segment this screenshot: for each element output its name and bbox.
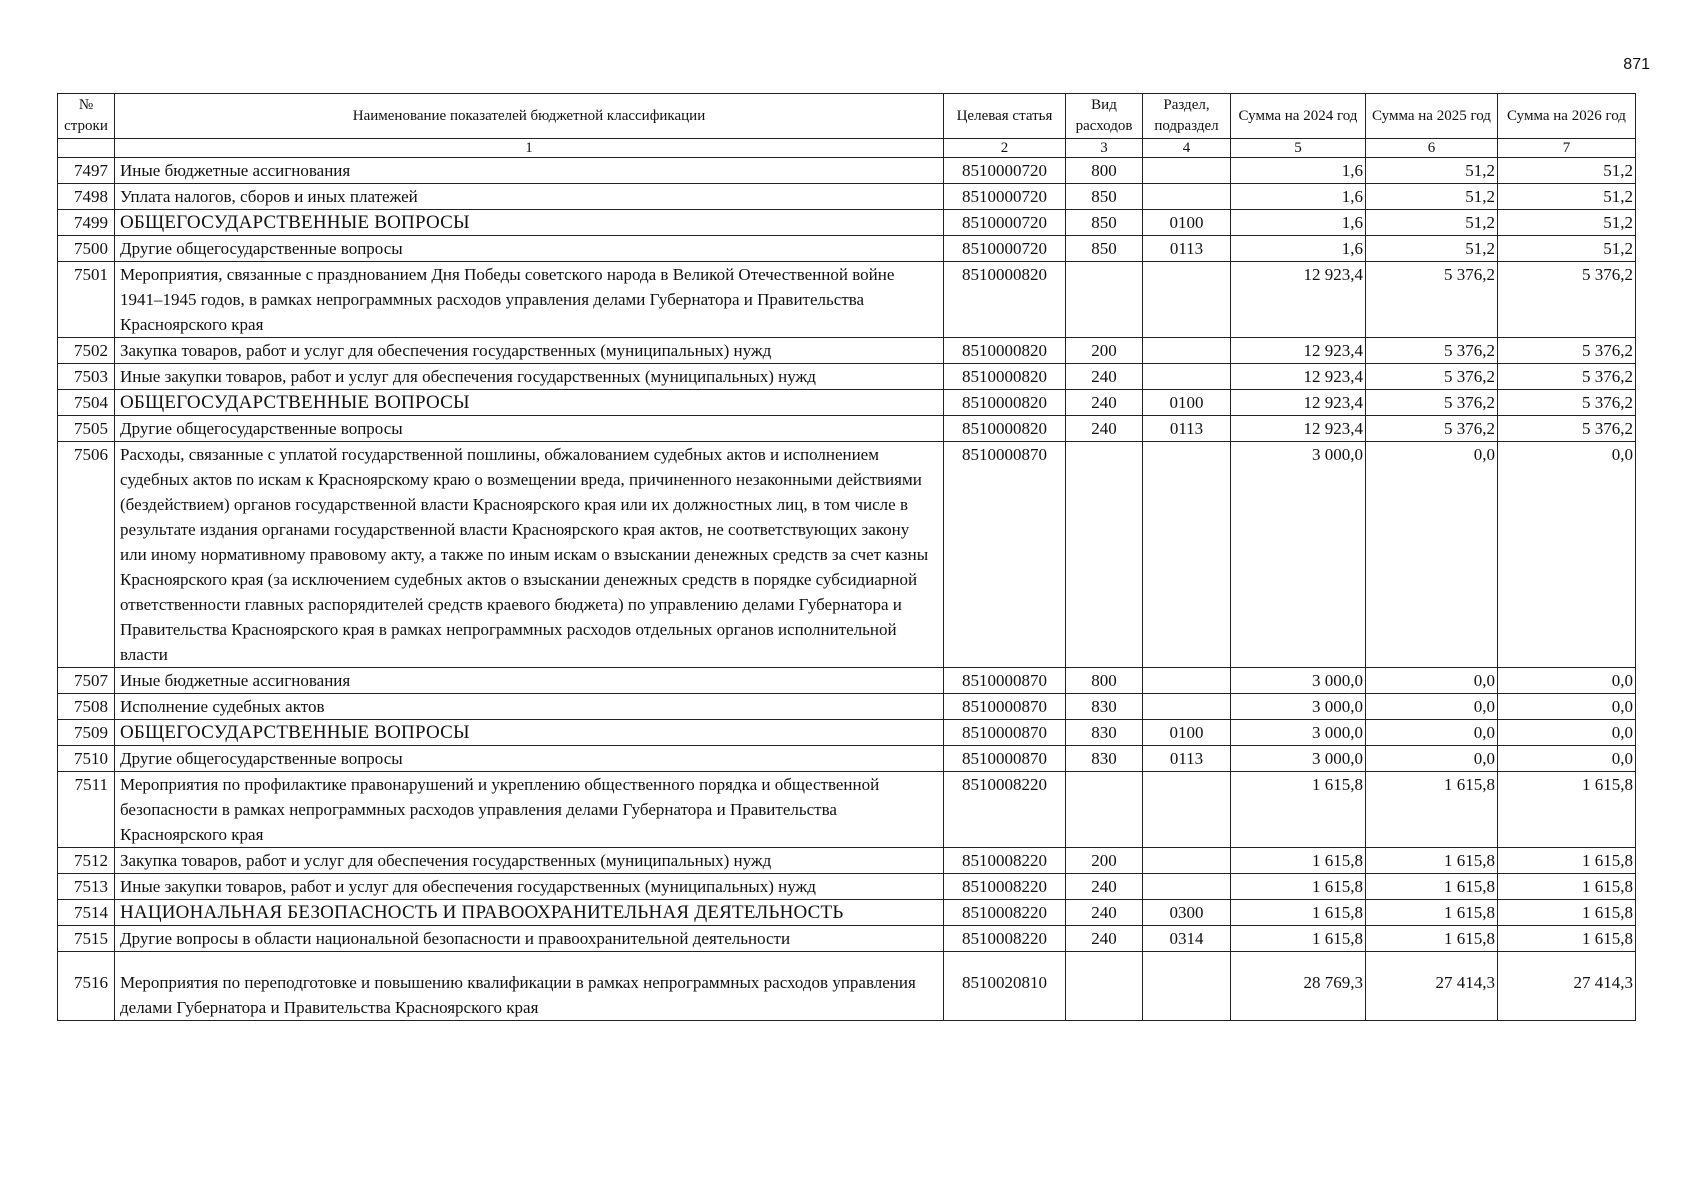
row-target-article: 8510008220	[944, 874, 1066, 900]
row-sum-2026: 5 376,2	[1498, 390, 1636, 416]
row-name: Закупка товаров, работ и услуг для обеспечения государственных (муниципальных) нужд	[115, 848, 944, 874]
row-target-article: 8510000720	[944, 210, 1066, 236]
row-sum-2026: 5 376,2	[1498, 364, 1636, 390]
row-sum-2025: 5 376,2	[1366, 364, 1498, 390]
row-expense-kind: 200	[1066, 848, 1143, 874]
row-sum-2025: 51,2	[1366, 184, 1498, 210]
row-sum-2025: 5 376,2	[1366, 338, 1498, 364]
table-row	[58, 694, 1636, 720]
row-sum-2026: 0,0	[1498, 442, 1636, 668]
row-section	[1143, 442, 1231, 668]
row-sum-2024: 1 615,8	[1231, 848, 1366, 874]
row-expense-kind	[1066, 772, 1143, 848]
row-name: Мероприятия по переподготовке и повышению квалификации в рамках непрограммных расходов управления делами Губернатора и Правительства Красноярского края	[115, 952, 944, 1021]
row-sum-2025: 1 615,8	[1366, 900, 1498, 926]
row-sum-2025: 1 615,8	[1366, 848, 1498, 874]
row-sum-2026: 1 615,8	[1498, 874, 1636, 900]
row-sum-2026: 0,0	[1498, 746, 1636, 772]
table-row	[58, 390, 1636, 416]
table-row	[58, 926, 1636, 952]
table-row	[58, 416, 1636, 442]
row-sum-2025: 0,0	[1366, 442, 1498, 668]
row-sum-2025: 51,2	[1366, 236, 1498, 262]
table-row	[58, 952, 1636, 1021]
table-row	[58, 874, 1636, 900]
row-sum-2026: 0,0	[1498, 694, 1636, 720]
row-expense-kind: 240	[1066, 900, 1143, 926]
row-section	[1143, 338, 1231, 364]
table-row	[58, 900, 1636, 926]
row-sum-2024: 12 923,4	[1231, 262, 1366, 338]
header-name: Наименование показателей бюджетной классификации	[115, 94, 944, 139]
table-header	[58, 94, 1636, 158]
row-section	[1143, 772, 1231, 848]
row-section: 0100	[1143, 390, 1231, 416]
row-number: 7501	[58, 262, 115, 338]
row-sum-2024: 12 923,4	[1231, 390, 1366, 416]
row-sum-2024: 1,6	[1231, 158, 1366, 184]
row-sum-2026: 51,2	[1498, 236, 1636, 262]
table-body	[58, 158, 1636, 1021]
row-expense-kind: 240	[1066, 364, 1143, 390]
row-number: 7503	[58, 364, 115, 390]
table-row	[58, 364, 1636, 390]
row-expense-kind: 830	[1066, 694, 1143, 720]
table-row	[58, 338, 1636, 364]
row-sum-2025: 5 376,2	[1366, 390, 1498, 416]
row-name: ОБЩЕГОСУДАРСТВЕННЫЕ ВОПРОСЫ	[115, 390, 944, 416]
table-row	[58, 262, 1636, 338]
row-sum-2026: 51,2	[1498, 158, 1636, 184]
page-number: 871	[1623, 56, 1650, 73]
header-section: Раздел, подраздел	[1143, 94, 1231, 139]
row-section	[1143, 952, 1231, 1021]
row-sum-2026: 5 376,2	[1498, 262, 1636, 338]
row-sum-2025: 1 615,8	[1366, 926, 1498, 952]
row-expense-kind: 240	[1066, 416, 1143, 442]
row-target-article: 8510000870	[944, 720, 1066, 746]
row-target-article: 8510008220	[944, 848, 1066, 874]
row-name: Другие общегосударственные вопросы	[115, 416, 944, 442]
row-section: 0100	[1143, 720, 1231, 746]
header-sum-2026: Сумма на 2026 год	[1498, 94, 1636, 139]
row-section	[1143, 668, 1231, 694]
row-name: Другие общегосударственные вопросы	[115, 236, 944, 262]
row-target-article: 8510020810	[944, 952, 1066, 1021]
row-number: 7505	[58, 416, 115, 442]
column-number: 2	[944, 139, 1066, 158]
row-section	[1143, 184, 1231, 210]
row-expense-kind: 240	[1066, 926, 1143, 952]
row-sum-2024: 1 615,8	[1231, 926, 1366, 952]
row-number: 7513	[58, 874, 115, 900]
row-sum-2024: 3 000,0	[1231, 668, 1366, 694]
row-name: НАЦИОНАЛЬНАЯ БЕЗОПАСНОСТЬ И ПРАВООХРАНИТЕЛЬНАЯ ДЕЯТЕЛЬНОСТЬ	[115, 900, 944, 926]
table-row	[58, 442, 1636, 668]
row-section: 0113	[1143, 746, 1231, 772]
row-number: 7507	[58, 668, 115, 694]
row-expense-kind: 200	[1066, 338, 1143, 364]
row-name: Иные бюджетные ассигнования	[115, 668, 944, 694]
row-target-article: 8510000870	[944, 694, 1066, 720]
row-name: Иные бюджетные ассигнования	[115, 158, 944, 184]
header-expense-kind: Вид расходов	[1066, 94, 1143, 139]
row-name: Расходы, связанные с уплатой государственной пошлины, обжалованием судебных актов и исполнением судебных актов по искам к Красноярскому краю о возмещении вреда, причиненного незаконными действиями (бездействием) органов государственной власти Красноярского края или их должностных лиц, в том числе в результате издания органами государственной власти Красноярского края актов, не соответствующих закону или иному нормативному правовому акту, а также по иным искам о взыскании денежных средств за счет казны Красноярского края (за исключением судебных актов о взыскании денежных средств в порядке субсидиарной ответственности главных распорядителей средств краевого бюджета) по управлению делами Губернатора и Правительства Красноярского края в рамках непрограммных расходов отдельных органов исполнительной власти	[115, 442, 944, 668]
row-expense-kind: 850	[1066, 210, 1143, 236]
row-section: 0113	[1143, 416, 1231, 442]
row-expense-kind: 850	[1066, 236, 1143, 262]
row-name: Мероприятия по профилактике правонарушений и укреплению общественного порядка и общественной безопасности в рамках непрограммных расходов управления делами Губернатора и Правительства Красноярского края	[115, 772, 944, 848]
row-sum-2024: 1 615,8	[1231, 772, 1366, 848]
row-number: 7516	[58, 952, 115, 1021]
row-target-article: 8510000870	[944, 668, 1066, 694]
row-sum-2026: 27 414,3	[1498, 952, 1636, 1021]
row-sum-2026: 0,0	[1498, 668, 1636, 694]
row-sum-2026: 1 615,8	[1498, 900, 1636, 926]
row-number: 7512	[58, 848, 115, 874]
row-expense-kind: 830	[1066, 746, 1143, 772]
column-number: 4	[1143, 139, 1231, 158]
table-row	[58, 668, 1636, 694]
row-sum-2024: 3 000,0	[1231, 442, 1366, 668]
row-expense-kind	[1066, 952, 1143, 1021]
row-number: 7511	[58, 772, 115, 848]
row-target-article: 8510000720	[944, 236, 1066, 262]
table-row	[58, 746, 1636, 772]
row-target-article: 8510008220	[944, 926, 1066, 952]
row-number: 7497	[58, 158, 115, 184]
row-sum-2025: 5 376,2	[1366, 262, 1498, 338]
header-row-number: № строки	[58, 94, 115, 139]
row-section	[1143, 262, 1231, 338]
row-sum-2024: 1 615,8	[1231, 874, 1366, 900]
row-section: 0300	[1143, 900, 1231, 926]
row-sum-2024: 1,6	[1231, 210, 1366, 236]
row-target-article: 8510000820	[944, 416, 1066, 442]
row-expense-kind: 240	[1066, 390, 1143, 416]
row-section: 0314	[1143, 926, 1231, 952]
row-name: Другие общегосударственные вопросы	[115, 746, 944, 772]
row-sum-2025: 1 615,8	[1366, 874, 1498, 900]
row-sum-2026: 1 615,8	[1498, 926, 1636, 952]
row-section: 0113	[1143, 236, 1231, 262]
row-target-article: 8510008220	[944, 772, 1066, 848]
row-target-article: 8510000720	[944, 158, 1066, 184]
row-name: Другие вопросы в области национальной безопасности и правоохранительной деятельности	[115, 926, 944, 952]
row-name: Мероприятия, связанные с празднованием Дня Победы советского народа в Великой Отечественной войне 1941–1945 годов, в рамках непрограммных расходов управления делами Губернатора и Правительства Красноярского края	[115, 262, 944, 338]
row-sum-2025: 5 376,2	[1366, 416, 1498, 442]
row-expense-kind: 800	[1066, 668, 1143, 694]
column-number-blank	[58, 139, 115, 158]
row-section	[1143, 694, 1231, 720]
column-number: 3	[1066, 139, 1143, 158]
row-sum-2025: 0,0	[1366, 746, 1498, 772]
row-number: 7515	[58, 926, 115, 952]
row-name: ОБЩЕГОСУДАРСТВЕННЫЕ ВОПРОСЫ	[115, 210, 944, 236]
row-sum-2026: 5 376,2	[1498, 416, 1636, 442]
row-section	[1143, 158, 1231, 184]
column-number: 6	[1366, 139, 1498, 158]
row-name: Уплата налогов, сборов и иных платежей	[115, 184, 944, 210]
row-sum-2025: 1 615,8	[1366, 772, 1498, 848]
row-section	[1143, 364, 1231, 390]
row-name: Закупка товаров, работ и услуг для обеспечения государственных (муниципальных) нужд	[115, 338, 944, 364]
table-row	[58, 158, 1636, 184]
table-row	[58, 210, 1636, 236]
row-sum-2026: 51,2	[1498, 210, 1636, 236]
row-number: 7500	[58, 236, 115, 262]
row-target-article: 8510000820	[944, 338, 1066, 364]
budget-classification-table	[57, 93, 1636, 1021]
row-expense-kind: 240	[1066, 874, 1143, 900]
row-sum-2025: 51,2	[1366, 210, 1498, 236]
header-sum-2025: Сумма на 2025 год	[1366, 94, 1498, 139]
row-name: Иные закупки товаров, работ и услуг для обеспечения государственных (муниципальных) нужд	[115, 874, 944, 900]
row-number: 7498	[58, 184, 115, 210]
row-target-article: 8510000870	[944, 746, 1066, 772]
row-sum-2025: 0,0	[1366, 668, 1498, 694]
table-row	[58, 184, 1636, 210]
row-target-article: 8510000870	[944, 442, 1066, 668]
column-number: 1	[115, 139, 944, 158]
row-sum-2024: 1,6	[1231, 184, 1366, 210]
row-sum-2024: 12 923,4	[1231, 338, 1366, 364]
row-sum-2026: 51,2	[1498, 184, 1636, 210]
row-target-article: 8510000820	[944, 390, 1066, 416]
row-sum-2025: 0,0	[1366, 694, 1498, 720]
row-number: 7502	[58, 338, 115, 364]
row-name: Иные закупки товаров, работ и услуг для обеспечения государственных (муниципальных) нужд	[115, 364, 944, 390]
row-number: 7514	[58, 900, 115, 926]
row-section	[1143, 874, 1231, 900]
column-number: 5	[1231, 139, 1366, 158]
table-row	[58, 236, 1636, 262]
row-sum-2025: 27 414,3	[1366, 952, 1498, 1021]
table-row	[58, 720, 1636, 746]
row-expense-kind	[1066, 262, 1143, 338]
column-number: 7	[1498, 139, 1636, 158]
row-expense-kind: 800	[1066, 158, 1143, 184]
row-number: 7510	[58, 746, 115, 772]
row-section	[1143, 848, 1231, 874]
row-expense-kind: 830	[1066, 720, 1143, 746]
row-expense-kind: 850	[1066, 184, 1143, 210]
row-sum-2024: 1,6	[1231, 236, 1366, 262]
row-sum-2024: 3 000,0	[1231, 694, 1366, 720]
table-row	[58, 848, 1636, 874]
row-sum-2024: 3 000,0	[1231, 746, 1366, 772]
header-target-article: Целевая статья	[944, 94, 1066, 139]
row-target-article: 8510000820	[944, 364, 1066, 390]
row-number: 7508	[58, 694, 115, 720]
row-sum-2024: 12 923,4	[1231, 364, 1366, 390]
row-section: 0100	[1143, 210, 1231, 236]
row-sum-2024: 3 000,0	[1231, 720, 1366, 746]
row-sum-2025: 51,2	[1366, 158, 1498, 184]
row-sum-2026: 1 615,8	[1498, 848, 1636, 874]
row-sum-2026: 1 615,8	[1498, 772, 1636, 848]
table-row	[58, 772, 1636, 848]
row-sum-2024: 28 769,3	[1231, 952, 1366, 1021]
row-name: Исполнение судебных актов	[115, 694, 944, 720]
row-target-article: 8510000820	[944, 262, 1066, 338]
row-expense-kind	[1066, 442, 1143, 668]
row-number: 7499	[58, 210, 115, 236]
row-sum-2024: 1 615,8	[1231, 900, 1366, 926]
header-sum-2024: Сумма на 2024 год	[1231, 94, 1366, 139]
row-sum-2026: 0,0	[1498, 720, 1636, 746]
column-number-row	[58, 139, 1636, 158]
row-sum-2025: 0,0	[1366, 720, 1498, 746]
row-sum-2026: 5 376,2	[1498, 338, 1636, 364]
row-number: 7506	[58, 442, 115, 668]
row-number: 7509	[58, 720, 115, 746]
row-number: 7504	[58, 390, 115, 416]
row-target-article: 8510008220	[944, 900, 1066, 926]
row-name: ОБЩЕГОСУДАРСТВЕННЫЕ ВОПРОСЫ	[115, 720, 944, 746]
row-target-article: 8510000720	[944, 184, 1066, 210]
row-sum-2024: 12 923,4	[1231, 416, 1366, 442]
